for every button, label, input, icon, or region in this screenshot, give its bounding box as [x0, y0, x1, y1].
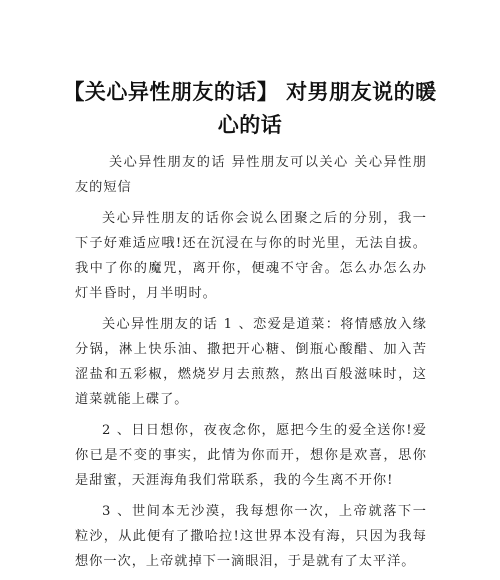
paragraph-subtitle-keywords: 关心异性朋友的话 异性朋友可以关心 关心异性朋友的短信: [75, 155, 427, 195]
paragraph-intro: 关心异性朋友的话你会说么团聚之后的分别，我一下子好难适应哦!还在沉浸在与你的时光里，无法自拔。我中了你的魔咒，离开你，便魂不守舍。怎么办怎么办灯半昏时，月半明时。: [75, 211, 427, 301]
paragraph-item-2: 2 、日日想你，夜夜念你，愿把今生的爱全送你!爱你已是不变的事实，此情为你而开，想你是欢喜，思你是甜蜜，天涯海角我们常联系，我的今生离不开你!: [75, 423, 427, 488]
document-title: 【关心异性朋友的话】 对男朋友说的暖心的话: [63, 80, 437, 137]
paragraph-item-3: 3 、世间本无沙漠，我每想你一次，上帝就落下一粒沙，从此便有了撒哈拉!这世界本没有海，只因为我每想你一次，上帝就掉下一滴眼泪，于是就有了太平洋。: [75, 504, 427, 569]
document-body: [75, 150, 427, 580]
paragraph-item-1: 关心异性朋友的话 1 、恋爱是道菜：将情感放入缘分锅，淋上快乐油、撒把开心糖、倒瓶心酸醋、加入苦涩盐和五彩椒，燃烧岁月去煎熬，熬出百般滋味时，这道菜就能上碟了。: [75, 317, 427, 407]
